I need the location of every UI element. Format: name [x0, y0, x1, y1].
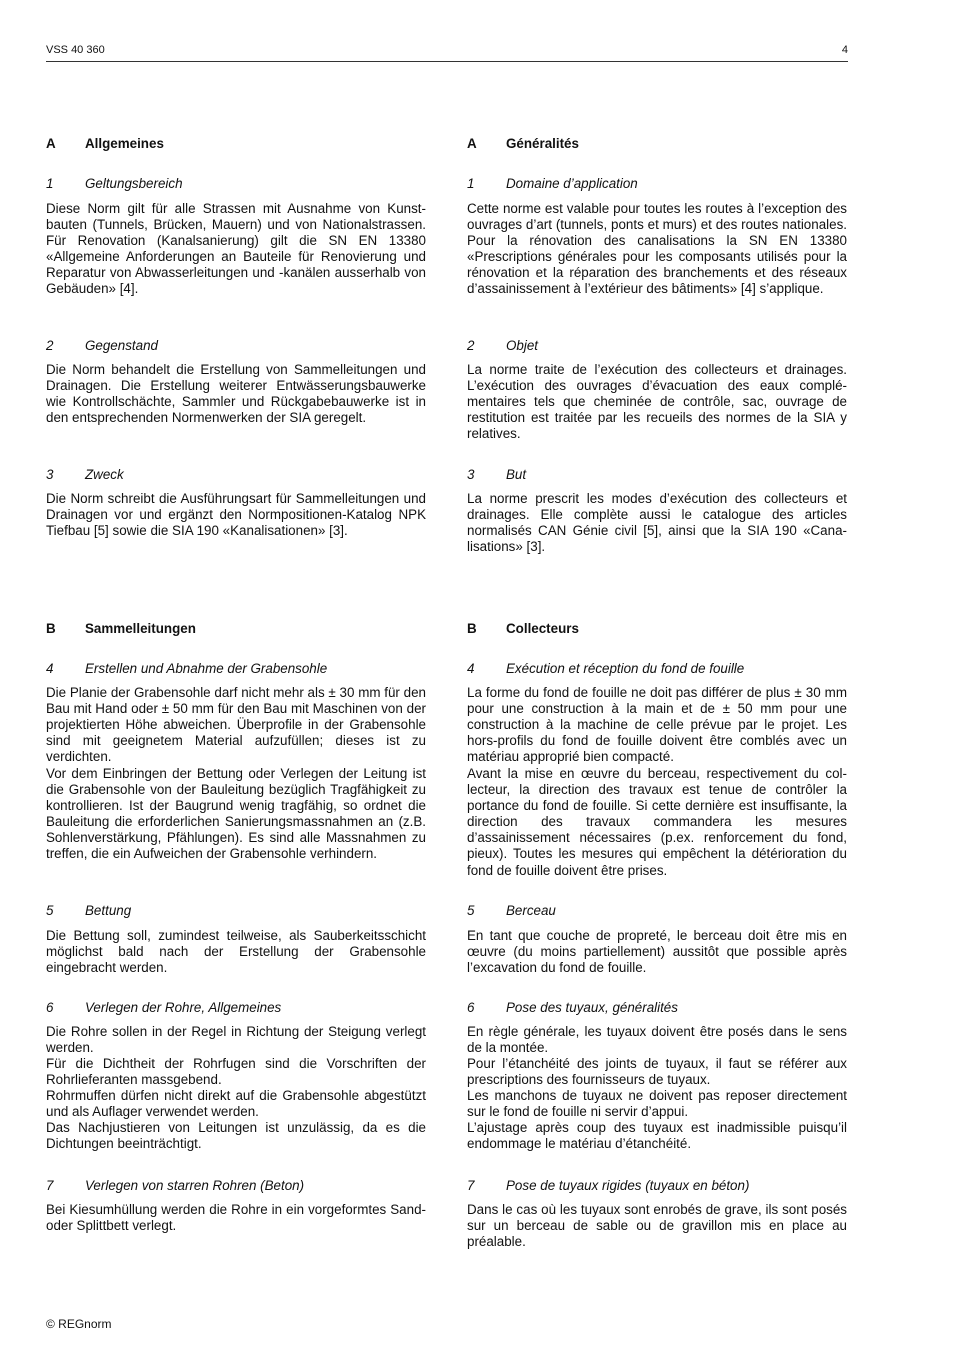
- section-heading-7: 7 Verlegen von starren Rohren (Beton): [46, 1178, 305, 1193]
- section-4-paragraph-2: Vor dem Einbringen der Bettung oder Verlegen der Leitung ist die Grabensohle von der Bauleitung bezüglich Tragfähigkeit zu kontrollieren. Ist der Baugrund wenig tragfähig, so ordnet die Bauleitung die erforderlichen Sanierungsmassnahmen an (z.B. Sohlenverstärkung, Pfählungen). Es sind alle Massnahmen zu treffen, die ein Aufweichen der Grabensohle verhindern.: [46, 766, 426, 862]
- section-1-text: Diese Norm gilt für alle Strassen mit Ausnahme von Kunstbauten (Tunnels, Brücken, Mauern) und von Nationalstrassen. Für Renovation (Kanalsanierung) gilt die SN EN 13380 «Allgemeine Anforderungen an Bauteile für Renovierung und Reparatur von Abwasserleitungen und -kanälen ausserhalb von Gebäuden» [4].: [46, 201, 426, 297]
- section-4-paragraph-2: Avant la mise en œuvre du berceau, respectivement du collecteur, la direction des travaux est tenue de contrôler la portance du fond de fouille. Si cette dernière est insuffisante, la direction des travaux commandera les mesures d’assainissement nécessaires (p.ex. renforcement du fond, pieux). Toutes les mesures qui empêchent la détérioration du fond de fouille doivent être prises.: [467, 766, 847, 878]
- section-heading-2: 2 Gegenstand: [46, 338, 158, 353]
- section-heading-6: 6 Verlegen der Rohre, Allgemeines: [46, 1000, 282, 1015]
- section-5-text: Die Bettung soll, zumindest teilweise, als Sauberkeitsschicht möglichst bald nach der Erstellung der Grabensohle eingebracht werden.: [46, 928, 426, 976]
- section-heading-4: 4 Erstellen und Abnahme der Grabensohle: [46, 661, 328, 676]
- section-heading-5: 5 Bettung: [46, 903, 132, 918]
- section-heading-6: 6 Pose des tuyaux, généralités: [467, 1000, 678, 1015]
- header-divider: [46, 61, 848, 62]
- section-heading-2: 2 Objet: [467, 338, 539, 353]
- section-6-paragraph-4: Das Nachjustieren von Leitungen ist unzulässig, da es die Dichtungen beeinträchtigt.: [46, 1120, 426, 1152]
- section-2-text: La norme traite de l’exécution des collecteurs et drainages. L’exécution des ouvrages d’évacuation des eaux complémentaires tels que cheminée de contrôle, sac, ouvrage de restitution est traitée par les recueils des normes de la SIA y relatives.: [467, 362, 847, 442]
- chapter-heading-a: A Allgemeines: [46, 136, 164, 151]
- section-6-paragraph-1: En règle générale, les tuyaux doivent être posés dans le sens de la montée.: [467, 1024, 847, 1056]
- chapter-heading-b: B Sammelleitungen: [46, 621, 196, 636]
- section-1-text: Cette norme est valable pour toutes les routes à l’exception des ouvrages d’art (tunnels, ponts et murs) et des routes nationales. Pour la rénovation des canalisations la SN EN 13380 «Prescriptions générales pour les composants utilisés pour la rénovation et la réparation des branchements et des réseaux d’assainissement à l’extérieur des bâtiments» [4] s’applique.: [467, 201, 847, 297]
- section-6-paragraph-3: Rohrmuffen dürfen nicht direkt auf die Grabensohle abgestützt und als Auflager verwendet werden.: [46, 1088, 426, 1120]
- section-4-paragraph-1: La forme du fond de fouille ne doit pas différer de plus ± 30 mm pour une construction à la main et de ± 50 mm pour une construction à la machine de celle prévue par le projet. Les hors-profils du fond de fouille doivent être comblés avec un matériau approprié bien compacté.: [467, 685, 847, 765]
- page-header: [46, 44, 848, 56]
- section-3-text: La norme prescrit les modes d’exécution des collecteurs et drainages. Elle complète aussi le catalogue des articles normalisés CAN Génie civil [5], ainsi que la SIA 190 «Canalisations» [3].: [467, 491, 847, 555]
- section-5-text: En tant que couche de propreté, le berceau doit être mis en œuvre (du moins partiellement) aussitôt que possible après l’excavation du fond de fouille.: [467, 928, 847, 976]
- section-4-paragraph-1: Die Planie der Grabensohle darf nicht mehr als ± 30 mm für den Bau mit Hand oder ± 50 mm für den Bau mit Maschinen von der projektierten Höhe abweichen. Überprofile in der Grabensohle sind mit geeignetem Material aufzufüllen; dieses ist zu verdichten.: [46, 685, 426, 765]
- section-6-paragraph-2: Pour l’étanchéité des joints de tuyaux, il faut se référer aux prescriptions des fournisseurs de tuyaux.: [467, 1056, 847, 1088]
- section-3-text: Die Norm schreibt die Ausführungsart für Sammelleitungen und Drainagen vor und ergänzt den Normpositionen-Katalog NPK Tiefbau [5] sowie die SIA 190 «Kanalisationen» [3].: [46, 491, 426, 539]
- section-heading-3: 3 Zweck: [46, 467, 124, 482]
- section-heading-5: 5 Berceau: [467, 903, 556, 918]
- section-heading-7: 7 Pose de tuyaux rigides (tuyaux en béton): [467, 1178, 750, 1193]
- section-7-text: Bei Kiesumhüllung werden die Rohre in ein vorgeformtes Sand- oder Splittbett verlegt.: [46, 1202, 426, 1234]
- section-6-paragraph-1: Die Rohre sollen in der Regel in Richtung der Steigung verlegt werden.: [46, 1024, 426, 1056]
- section-6-paragraph-2: Für die Dichtheit der Rohrfugen sind die Vorschriften der Rohrlieferanten massgebend.: [46, 1056, 426, 1088]
- section-heading-1: 1 Domaine d’application: [467, 176, 638, 191]
- section-heading-3: 3 But: [467, 467, 527, 482]
- section-2-text: Die Norm behandelt die Erstellung von Sammelleitungen und Drainagen. Die Erstellung weiterer Entwässerungsbauwerke wie Kontrollschächte, Sammler und Rückgabebauwerke ist in den entsprechenden Normenwerken der SIA geregelt.: [46, 362, 426, 426]
- section-6-paragraph-3: Les manchons de tuyaux ne doivent pas reposer directement sur le fond de fouille ni servir d’appui.: [467, 1088, 847, 1120]
- section-heading-4: 4 Exécution et réception du fond de fouille: [467, 661, 745, 676]
- section-6-paragraph-4: L’ajustage après coup des tuyaux est inadmissible puisqu’il endommage le matériau d’étanchéité.: [467, 1120, 847, 1152]
- page-footer-copyright: © REGnorm: [46, 1317, 112, 1331]
- section-7-text: Dans le cas où les tuyaux sont enrobés de grave, ils sont posés sur un berceau de sable ou de gravillon mis en place au préalable.: [467, 1202, 847, 1250]
- document-id: VSS 40 360: [46, 44, 105, 56]
- chapter-heading-a: A Généralités: [467, 136, 579, 151]
- chapter-heading-b: B Collecteurs: [467, 621, 579, 636]
- page-number: 4: [841, 44, 848, 56]
- section-heading-1: 1 Geltungsbereich: [46, 176, 183, 191]
